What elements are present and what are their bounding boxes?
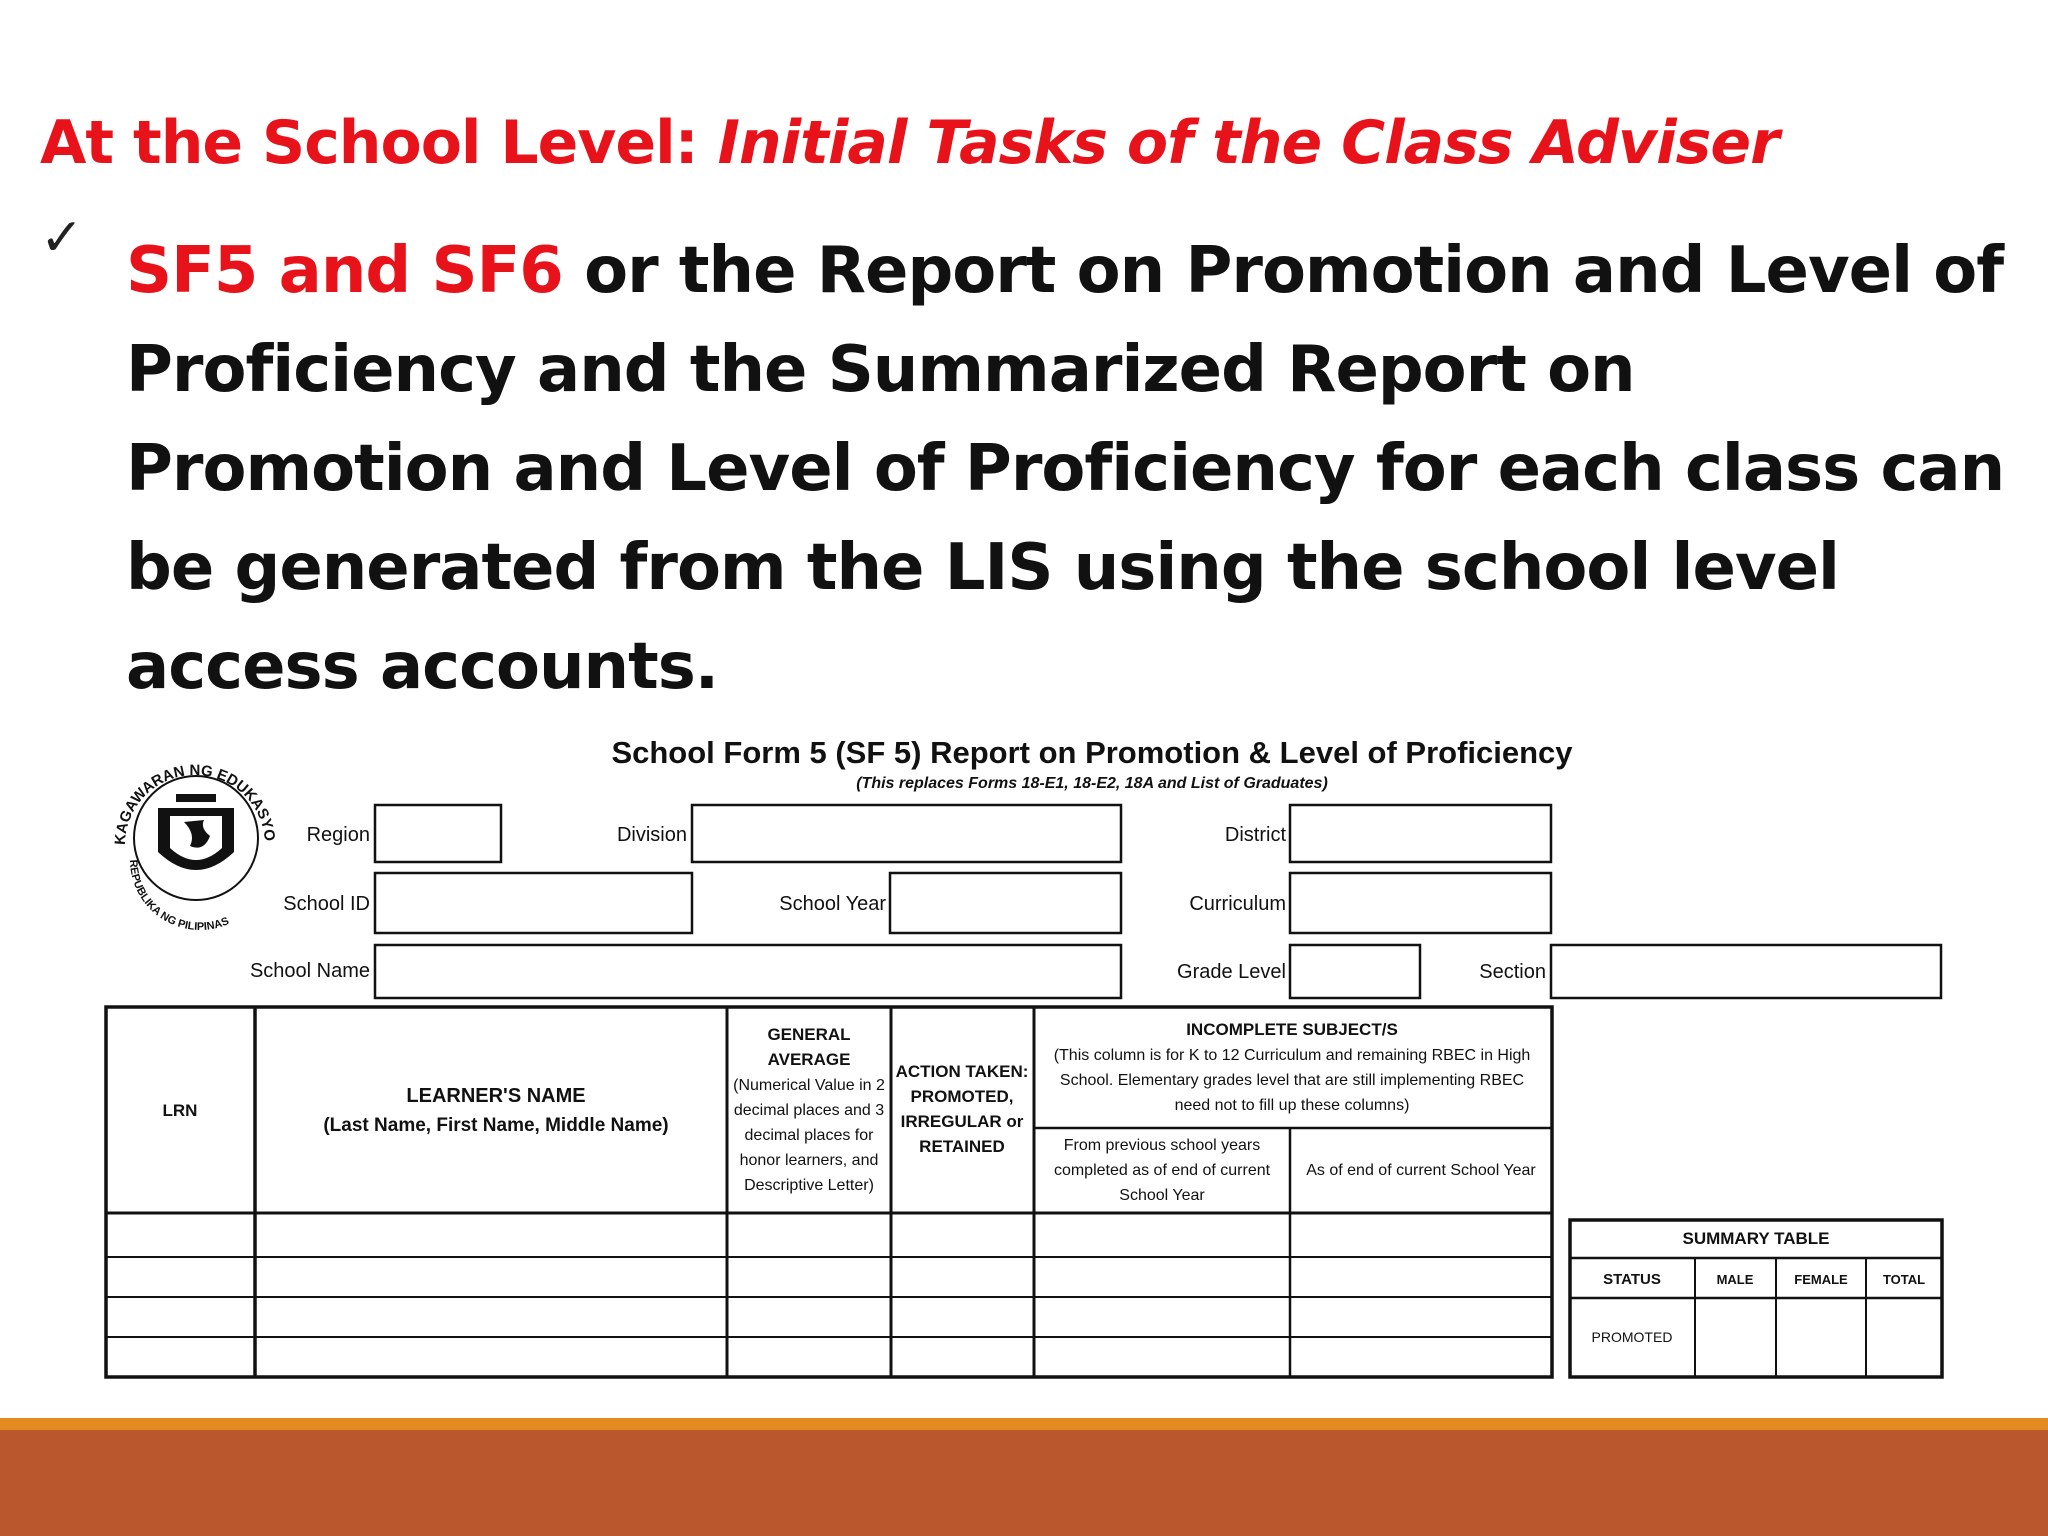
- division-box: [692, 805, 1121, 862]
- col-current: As of end of current School Year: [1306, 1162, 1536, 1179]
- district-box: [1290, 805, 1551, 862]
- curriculum-label: Curriculum: [1189, 893, 1286, 915]
- curriculum-box: [1290, 873, 1551, 933]
- summary-status: STATUS: [1603, 1271, 1661, 1288]
- col-name-line2: (Last Name, First Name, Middle Name): [323, 1115, 669, 1136]
- col-ga-line5: decimal places for: [744, 1127, 874, 1144]
- col-action-line1: ACTION TAKEN:: [895, 1062, 1029, 1081]
- region-box: [375, 805, 501, 862]
- field-boxes: [375, 805, 1941, 998]
- col-incomplete-line1: INCOMPLETE SUBJECT/S: [1186, 1020, 1398, 1039]
- section-box: [1551, 945, 1941, 998]
- school-year-label: School Year: [779, 893, 886, 915]
- col-ga-line6: honor learners, and: [739, 1152, 879, 1169]
- summary-male: MALE: [1716, 1272, 1754, 1287]
- section-label: Section: [1479, 961, 1546, 983]
- seal-bottom-text: REPUBLIKA NG PILIPINAS: [126, 859, 231, 934]
- bullet-highlight: SF5 and SF6: [126, 234, 563, 308]
- school-name-label: School Name: [249, 960, 370, 982]
- check-mark-icon: ✓: [40, 208, 84, 268]
- district-label: District: [1224, 824, 1286, 846]
- col-ga-line3: (Numerical Value in 2: [733, 1077, 885, 1094]
- grade-level-label: Grade Level: [1177, 961, 1286, 983]
- division-label: Division: [616, 824, 687, 846]
- school-id-box: [375, 873, 692, 933]
- slide-heading: [40, 108, 1779, 178]
- heading-emphasis: Initial Tasks of the Class Adviser: [717, 108, 1779, 178]
- footer-bar: [0, 1430, 2048, 1536]
- col-name-line1: LEARNER'S NAME: [406, 1085, 586, 1107]
- col-ga-line2: AVERAGE: [767, 1050, 851, 1069]
- summary-female: FEMALE: [1794, 1272, 1848, 1287]
- col-action-line2: PROMOTED,: [910, 1087, 1014, 1106]
- grade-level-box: [1290, 945, 1420, 998]
- bullet-text: [126, 222, 2006, 717]
- col-lrn: LRN: [162, 1101, 198, 1120]
- col-previous-line1: From previous school years: [1063, 1137, 1261, 1154]
- col-incomplete-line2: (This column is for K to 12 Curriculum and remaining RBEC in High: [1053, 1047, 1531, 1064]
- col-ga-line4: decimal places and 3: [733, 1102, 885, 1119]
- footer-accent-line: [0, 1418, 2048, 1430]
- summary-title: SUMMARY TABLE: [1682, 1229, 1830, 1248]
- bullet-body: or the Report on Promotion and Level of Proficiency and the Summarized Report on Promotion and Level of Proficiency for each class can be generated from the LIS using the school level access accounts.: [126, 234, 2005, 704]
- col-previous-line3: School Year: [1119, 1187, 1205, 1204]
- summary-promoted: PROMOTED: [1591, 1329, 1673, 1345]
- school-id-label: School ID: [283, 893, 370, 915]
- col-incomplete-line3: School. Elementary grades level that are still implementing RBEC: [1059, 1072, 1525, 1089]
- deped-seal-icon: [0, 720, 278, 933]
- form-subtitle: (This replaces Forms 18-E1, 18-E2, 18A and List of Graduates): [856, 775, 1328, 792]
- col-ga-line7: Descriptive Letter): [744, 1177, 874, 1194]
- school-name-box: [375, 945, 1121, 998]
- summary-total: TOTAL: [1882, 1272, 1926, 1287]
- col-ga-line1: GENERAL: [767, 1025, 851, 1044]
- col-action-line4: RETAINED: [919, 1137, 1005, 1156]
- heading-lead: At the School Level:: [40, 108, 718, 178]
- form-title: School Form 5 (SF 5) Report on Promotion & Level of Proficiency: [611, 735, 1573, 770]
- col-action-line3: IRREGULAR or: [900, 1112, 1024, 1131]
- col-incomplete-line4: need not to fill up these columns): [1174, 1097, 1410, 1114]
- school-year-box: [890, 873, 1121, 933]
- seal-top-text: KAGAWARAN NG EDUKASYO: [111, 761, 279, 846]
- region-label: Region: [306, 824, 370, 846]
- col-previous-line2: completed as of end of current: [1053, 1162, 1271, 1179]
- sf5-form-image: [0, 720, 2048, 1400]
